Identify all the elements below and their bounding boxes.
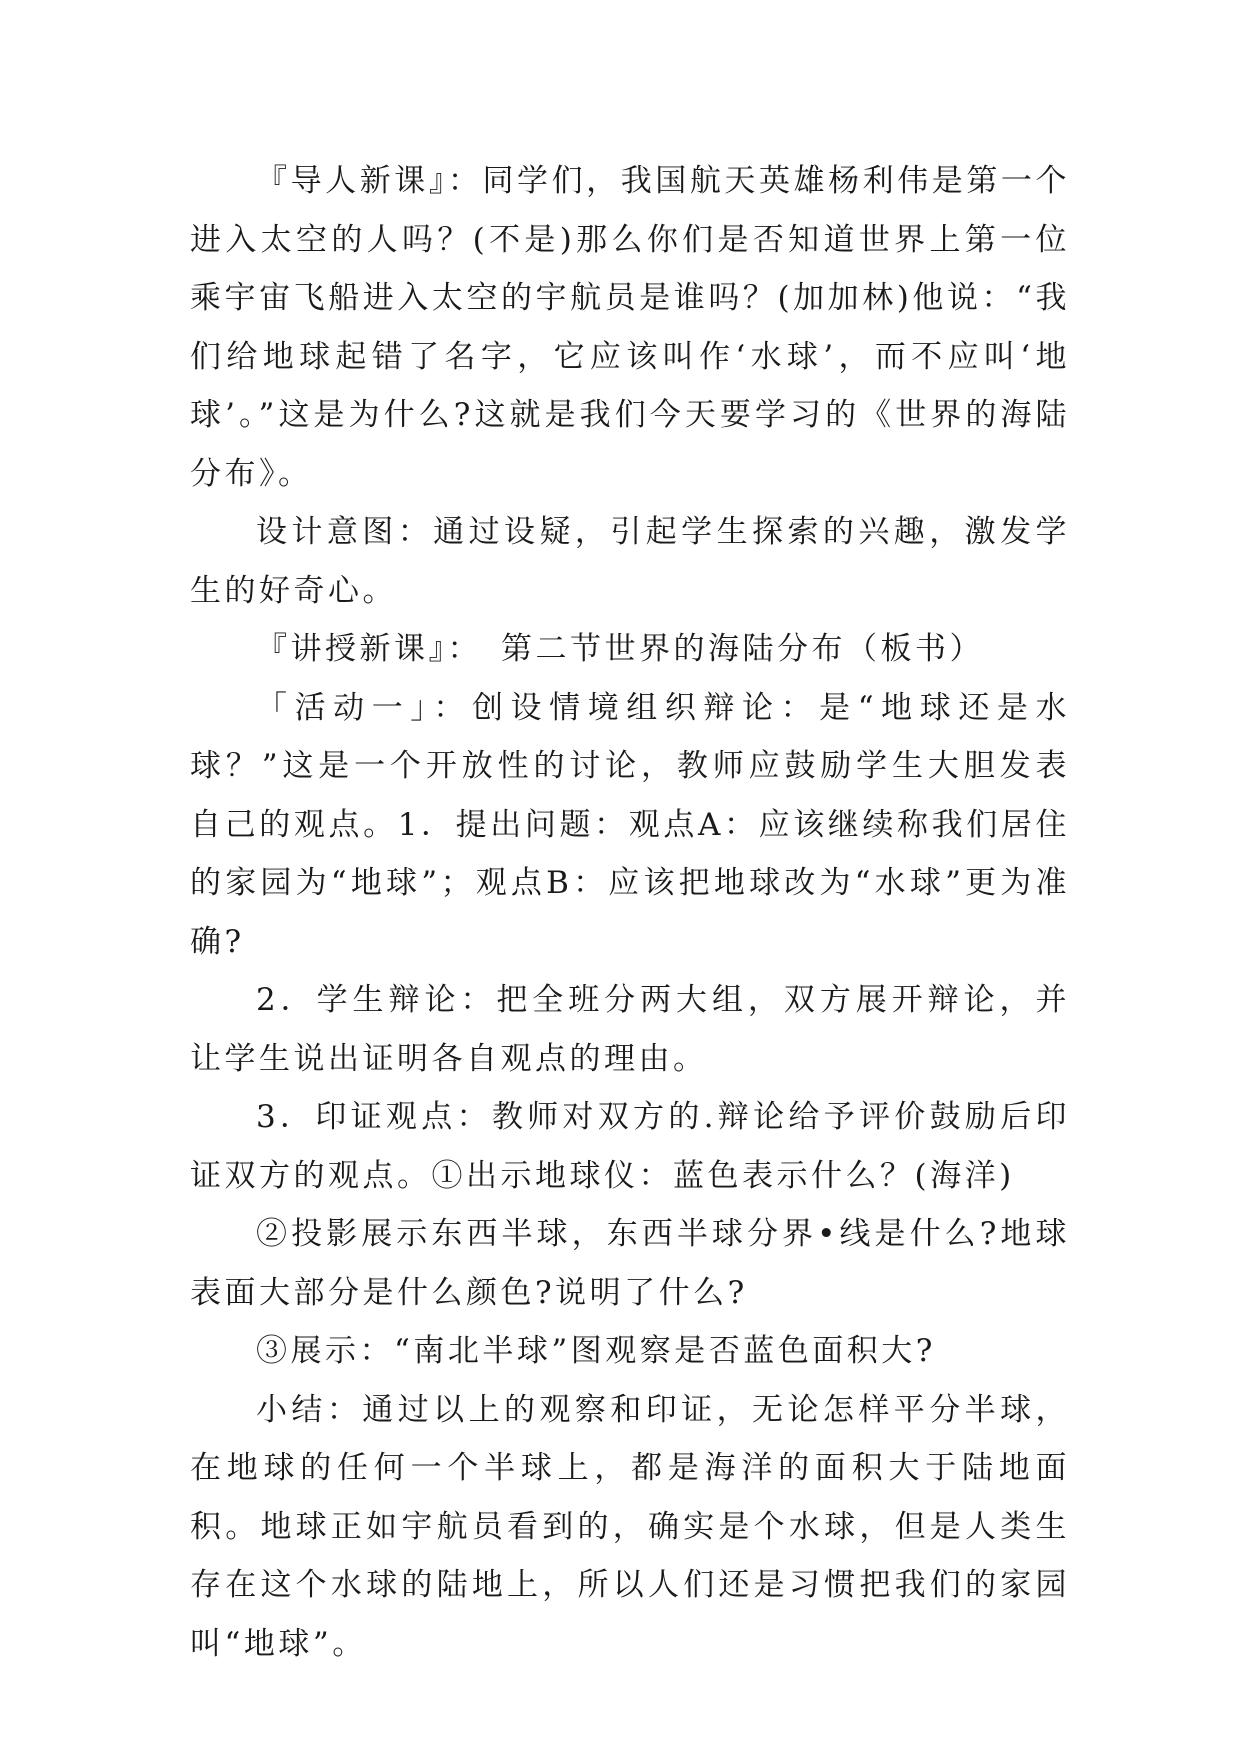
paragraph-summary: 小结：通过以上的观察和印证，无论怎样平分半球，在地球的任何一个半球上，都是海洋的面积大于陆地面积。地球正如宇航员看到的，确实是个水球，但是人类生存在这个水球的陆地上，所以人们还是习惯把我们的家园叫“地球”。 <box>190 1391 1070 1662</box>
paragraph-activity-one: 「活动一」：创设情境组织辩论：是“地球还是水球？”这是一个开放性的讨论，教师应鼓励学生大胆发表自己的观点。1．提出问题：观点A：应该继续称我们居住的家园为“地球”；观点B：应该把地球改为“水球”更为准确? <box>190 689 1070 960</box>
paragraph-intro: 『导人新课』：同学们，我国航天英雄杨利伟是第一个进入太空的人吗？(不是)那么你们是否知道世界上第一位乘宇宙飞船进入太空的宇航员是谁吗？(加加林)他说：“我们给地球起错了名字，它应该叫作‘水球’，而不应叫‘地球’。”这是为什么?这就是我们今天要学习的《世界的海陆分布》。 <box>190 163 1070 492</box>
document-body <box>190 152 1070 1673</box>
paragraph-verify-views: 3．印证观点：教师对双方的.辩论给予评价鼓励后印证双方的观点。①出示地球仪：蓝色表示什么？(海洋) <box>190 1099 1070 1194</box>
paragraph-hemispheres: ②投影展示东西半球，东西半球分界•线是什么?地球表面大部分是什么颜色?说明了什么? <box>190 1216 1070 1311</box>
paragraph-student-debate: 2．学生辩论：把全班分两大组，双方展开辩论，并让学生说出证明各自观点的理由。 <box>190 982 1070 1077</box>
paragraph-north-south: ③展示：“南北半球”图观察是否蓝色面积大? <box>256 1333 936 1369</box>
paragraph-new-lesson: 『讲授新课』： 第二节世界的海陆分布（板书） <box>256 631 984 667</box>
paragraph-design-intent: 设计意图：通过设疑，引起学生探索的兴趣，激发学生的好奇心。 <box>190 514 1070 609</box>
